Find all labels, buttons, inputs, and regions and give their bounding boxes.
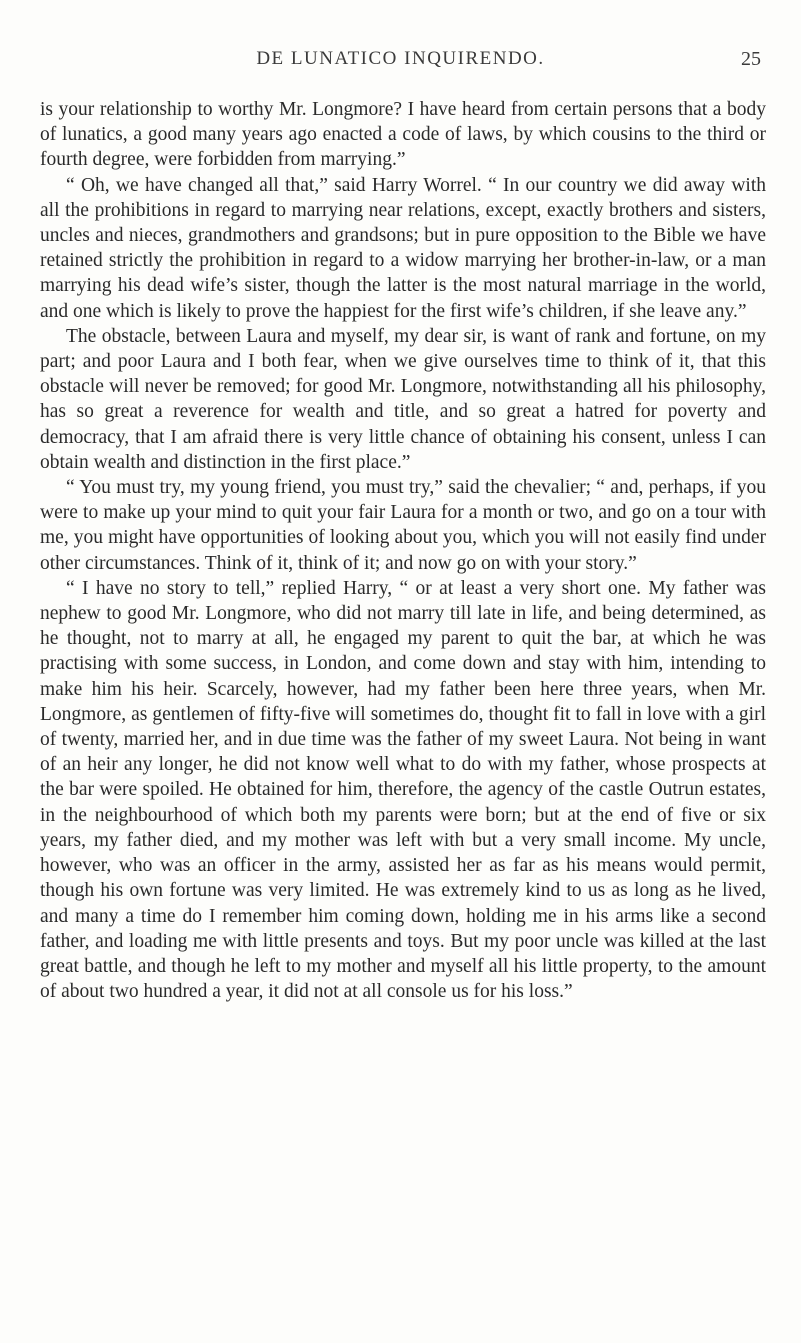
paragraph: is your relationship to worthy Mr. Longmore? I have heard from certain persons that a body of lunatics, a good many years ago enacted a code of laws, by which cousins to the third or fourth degree, were forbidden from marrying.”	[40, 99, 766, 171]
paragraph: The obstacle, between Laura and myself, my dear sir, is want of rank and fortune, on my part; and poor Laura and I both fear, when we give ourselves time to think of it, that this obstacle will never be removed; for good Mr. Longmore, notwithstanding all his philosophy, has so great a reverence for wealth and title, and so great a hatred for poverty and democracy, that I am afraid there is very little chance of obtaining his consent, unless I can obtain wealth and distinction in the first place.”	[40, 325, 766, 473]
body-text	[40, 97, 766, 1004]
paragraph: “ You must try, my young friend, you must try,” said the chevalier; “ and, perhaps, if you were to make up your mind to quit your fair Laura for a month or two, and go on a tour with me, you might have opportunities of looking about you, which you will not easily find under other circumstances. Think of it, think of it; and now go on with your story.”	[40, 477, 766, 574]
paragraph: “ Oh, we have changed all that,” said Harry Worrel. “ In our country we did away with all the prohibitions in regard to marrying near relations, except, exactly brothers and sisters, uncles and nieces, grandmothers and grandsons; but in pure opposition to the Bible we have retained strictly the prohibition in regard to a widow marrying her brother-in-law, or a man marrying his dead wife’s sister, though the latter is the most natural marriage in the world, and one which is likely to prove the happiest for the first wife’s children, if she leave any.”	[40, 174, 766, 322]
running-title: DE LUNATICO INQUIRENDO.	[256, 48, 545, 69]
running-head	[0, 48, 801, 82]
paragraph: “ I have no story to tell,” replied Harry, “ or at least a very short one. My father was nephew to good Mr. Longmore, who did not marry till late in life, and being determined, as he thought, not to marry at all, he engaged my parent to quit the bar, at which he was practising with some success, in London, and come down and stay with him, intending to make him his heir. Scarcely, however, had my father been here three years, when Mr. Longmore, as gentlemen of fifty-five will sometimes do, thought fit to fall in love with a girl of twenty, married her, and in due time was the father of my sweet Laura. Not being in want of an heir any longer, he did not know well what to do with my father, whose prospects at the bar were spoiled. He obtained for him, therefore, the agency of the castle Outrun estates, in the neighbourhood of which both my parents were born; but at the end of five or six years, my father died, and my mother was left with but a very small income. My uncle, however, who was an officer in the army, assisted her as far as his means would permit, though his own fortune was very limited. He was extremely kind to us as long as he lived, and many a time do I remember him coming down, holding me in his arms like a second father, and loading me with little presents and toys. But my poor uncle was killed at the last great battle, and though he left to my mother and myself all his little property, to the amount of about two hundred a year, it did not at all console us for his loss.”	[40, 577, 766, 1003]
page-number: 25	[741, 48, 761, 70]
